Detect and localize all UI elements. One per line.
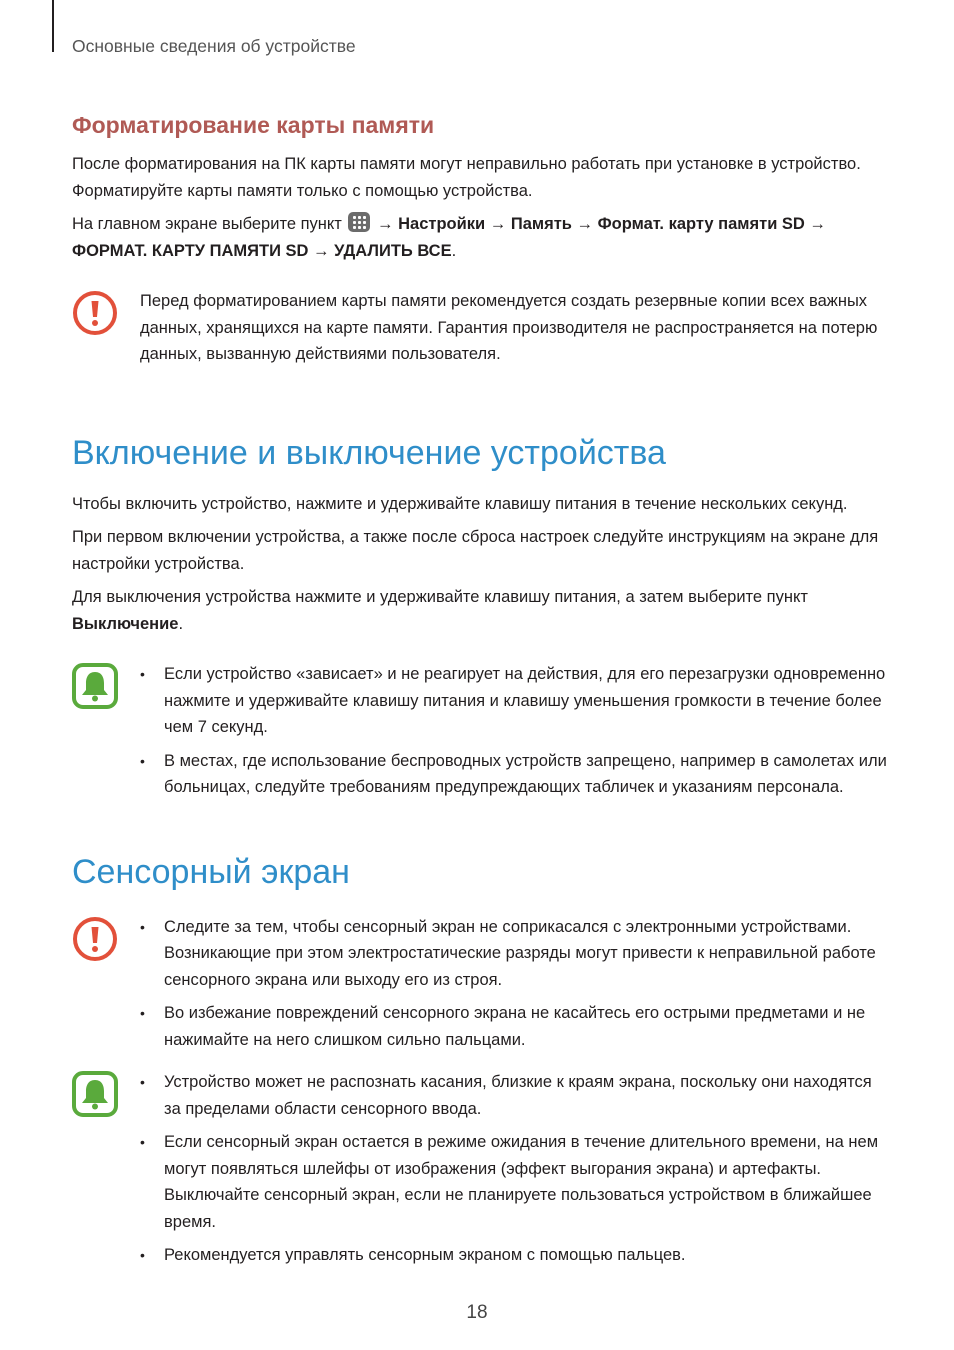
power-paragraph-3: Для выключения устройства нажмите и удерживайте клавишу питания, а затем выберите пункт Выключение. xyxy=(72,588,808,633)
power-notes xyxy=(72,661,892,801)
touch-caution-notes xyxy=(72,914,892,1054)
format-caution-text: Перед форматированием карты памяти рекомендуется создать резервные копии всех важных данных, хранящихся на карте памяти. Гарантия производителя не распространяется на потерю данных, вызванную действиями пользователя. xyxy=(140,292,878,363)
list-item: • Если устройство «зависает» и не реагирует на действия, для его перезагрузки одновременно нажмите и удерживайте клавишу питания и клавишу уменьшения громкости в течение более чем 7 секунд. xyxy=(140,661,892,741)
apps-grid-icon xyxy=(348,212,370,232)
page-content xyxy=(72,112,892,1276)
list-item: • Устройство может не распознать касания, близкие к краям экрана, поскольку они находятся за пределами области сенсорного ввода. xyxy=(140,1069,892,1122)
list-item: • Если сенсорный экран остается в режиме ожидания в течение длительного времени, на нем могут появляться шлейфы от изображения (эффект выгорания экрана) и артефакты. Выключайте сенсорный экран, если не планируете пользоваться устройством в ближайшее время. xyxy=(140,1129,892,1235)
list-item: • Рекомендуется управлять сенсорным экраном с помощью пальцев. xyxy=(140,1242,892,1269)
section-title-format: Форматирование карты памяти xyxy=(72,112,435,138)
list-item: • Во избежание повреждений сенсорного экрана не касайтесь его острыми предметами и не нажимайте на него слишком сильно пальцами. xyxy=(140,1000,892,1053)
bell-note-icon xyxy=(72,1071,118,1117)
bell-note-icon xyxy=(72,663,118,709)
settings-path-1: → Настройки → Память → Формат. карту памяти SD → xyxy=(377,215,826,233)
power-paragraph-1: Чтобы включить устройство, нажмите и удерживайте клавишу питания в течение нескольких секунд. xyxy=(72,494,848,513)
list-item: • В местах, где использование беспроводных устройств запрещено, например в самолетах или больницах, следуйте требованиям предупреждающих табличек и указаниям персонала. xyxy=(140,748,892,801)
running-title: Основные сведения об устройстве xyxy=(72,36,356,56)
page-number: 18 xyxy=(466,1302,488,1323)
power-paragraph-2: При первом включении устройства, а также после сброса настроек следуйте инструкциям на экране для настройки устройства. xyxy=(72,528,879,573)
caution-icon xyxy=(72,916,118,962)
caution-icon xyxy=(72,290,118,336)
section-title-touch: Сенсорный экран xyxy=(72,852,350,891)
format-caution-note xyxy=(72,288,892,368)
format-paragraph-2: На главном экране выберите пункт → Настройки → Память → Формат. карту памяти SD → ФОРМАТ. КАРТУ ПАМЯТИ SD → УДАЛИТЬ ВСЕ. xyxy=(72,211,892,264)
header-rule xyxy=(52,0,54,52)
settings-path-2: ФОРМАТ. КАРТУ ПАМЯТИ SD → УДАЛИТЬ ВСЕ xyxy=(72,241,452,260)
list-item: • Следите за тем, чтобы сенсорный экран не соприкасался с электронными устройствами. Возникающие при этом электростатические разряды могут привести к неправильной работе сенсорного экрана или выходу его из строя. xyxy=(140,914,892,994)
section-title-power: Включение и выключение устройства xyxy=(72,433,666,472)
power-off-option: Выключение xyxy=(72,614,179,633)
touch-notes xyxy=(72,1069,892,1269)
format-paragraph-1: После форматирования на ПК карты памяти могут неправильно работать при установке в устройство. Форматируйте карты памяти только с помощью устройства. xyxy=(72,155,861,200)
